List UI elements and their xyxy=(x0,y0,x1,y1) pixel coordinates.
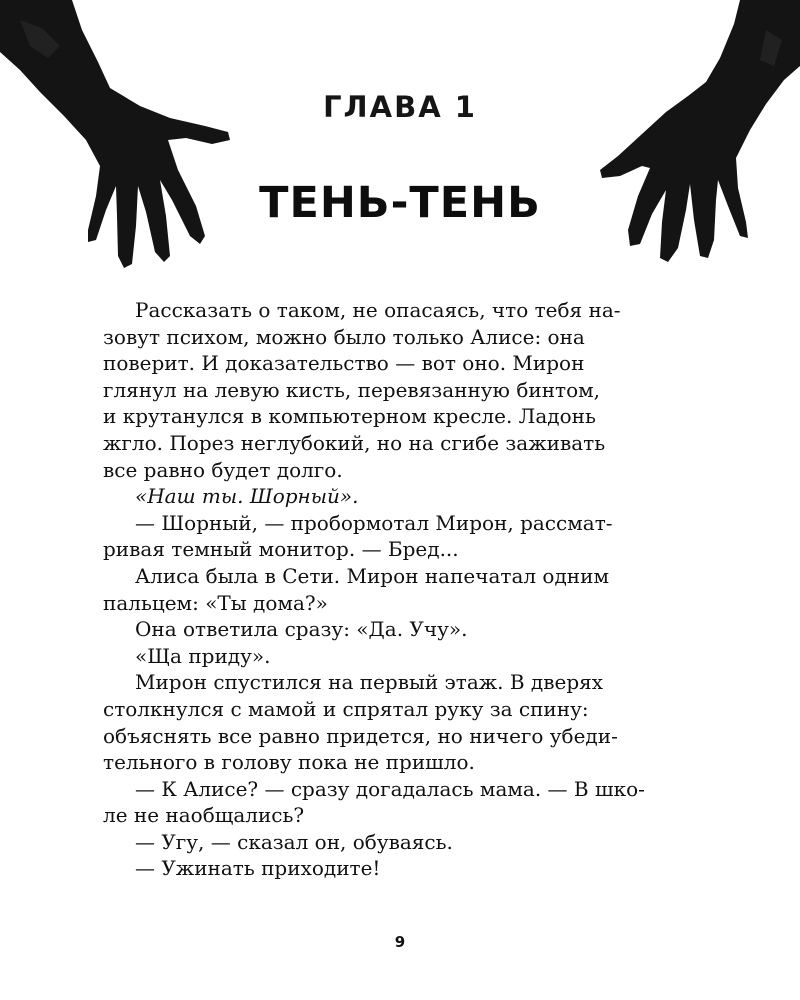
paragraph xyxy=(103,643,668,670)
text-line: — Ужинать приходите! xyxy=(135,856,381,881)
text-line: — Шорный, — пробормотал Мирон, рассмат- xyxy=(135,510,613,535)
text-line: «Ща приду». xyxy=(135,643,271,668)
text-line: Рассказать о таком, не опасаясь, что тебя на- xyxy=(135,298,621,322)
text-line: ле не наобщались? xyxy=(103,803,305,828)
text-line: — К Алисе? — сразу догадалась мама. — В шко- xyxy=(135,776,645,801)
paragraph xyxy=(103,483,668,510)
chapter-text xyxy=(103,297,668,882)
text-line: Алиса была в Сети. Мирон напечатал одним xyxy=(135,563,610,588)
paragraph xyxy=(103,510,668,563)
text-line: жгло. Порез неглубокий, но на сгибе заживать xyxy=(103,430,606,455)
text-line: — Угу, — сказал он, обуваясь. xyxy=(135,829,453,854)
paragraph xyxy=(103,855,668,882)
text-line: пальцем: «Ты дома?» xyxy=(103,590,328,615)
text-line: поверит. И доказательство — вот оно. Мирон xyxy=(103,351,585,376)
text-line: все равно будет долго. xyxy=(103,457,343,482)
text-line: глянул на левую кисть, перевязанную бинтом, xyxy=(103,377,601,402)
text-line: Она ответила сразу: «Да. Учу». xyxy=(135,617,468,642)
shadow-hand-left-illustration xyxy=(0,0,250,280)
shadow-hand-right-illustration xyxy=(590,0,800,270)
text-line: Мирон спустился на первый этаж. В дверях xyxy=(135,670,604,695)
text-line: и крутанулся в компьютерном кресле. Ладонь xyxy=(103,404,596,429)
paragraph xyxy=(103,563,668,616)
paragraph xyxy=(103,829,668,856)
text-line: «Наш ты. Шорный». xyxy=(135,484,359,509)
page-number: 9 xyxy=(394,933,406,951)
text-line: столкнулся с мамой и спрятал руку за спину: xyxy=(103,696,589,721)
chapter-title: ТЕНЬ-ТЕНЬ xyxy=(259,178,541,228)
paragraph xyxy=(103,669,668,775)
text-line: тельного в голову пока не пришло. xyxy=(103,750,475,775)
text-line: ривая темный монитор. — Бред... xyxy=(103,537,459,562)
paragraph xyxy=(103,616,668,643)
paragraph xyxy=(103,776,668,829)
text-line: зовут психом, можно было только Алисе: она xyxy=(103,324,585,349)
chapter-number: ГЛАВА 1 xyxy=(323,90,477,124)
paragraph xyxy=(103,297,668,483)
text-line: объяснять все равно придется, но ничего убеди- xyxy=(103,723,618,748)
